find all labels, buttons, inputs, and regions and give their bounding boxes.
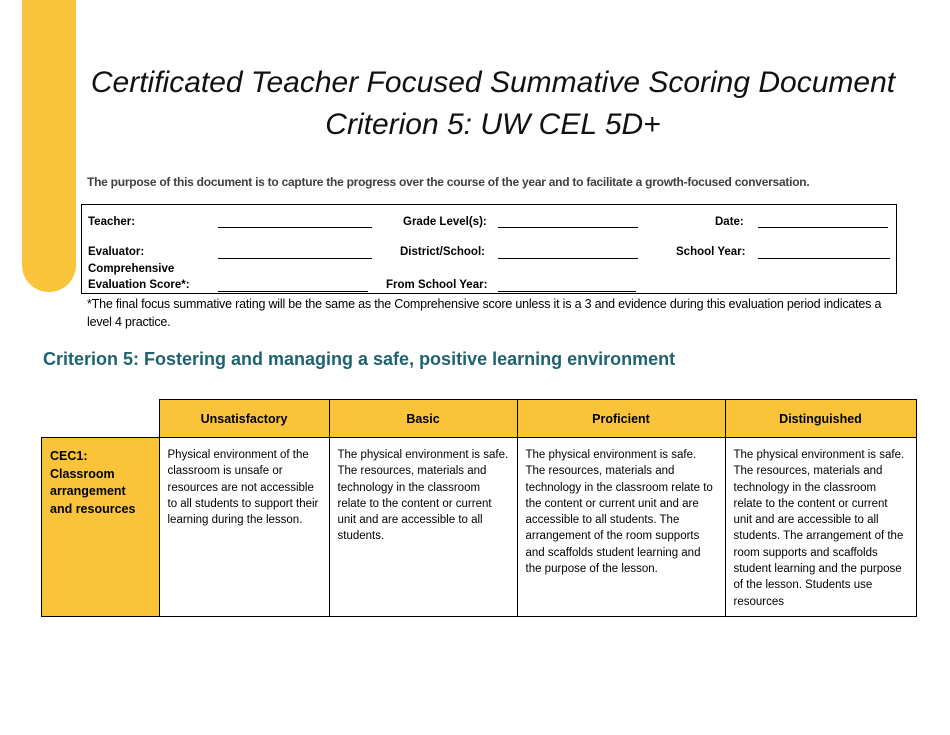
- table-row: [42, 438, 917, 617]
- cell-unsatisfactory: Physical environment of the classroom is unsafe or resources are not accessible to all students to support their learning during the lesson.: [159, 438, 329, 617]
- evaluator-label: Evaluator:: [88, 246, 145, 258]
- document-title: Certificated Teacher Focused Summative Scoring Document: [90, 66, 896, 99]
- evaluation-score-field[interactable]: [218, 291, 368, 292]
- header-basic: Basic: [329, 400, 517, 438]
- grade-label: Grade Level(s):: [403, 216, 487, 228]
- evaluation-score-label: Evaluation Score*:: [88, 279, 190, 291]
- document-subtitle: Criterion 5: UW CEL 5D+: [325, 108, 661, 141]
- criterion-heading: Criterion 5: Fostering and managing a safe, positive learning environment: [43, 349, 676, 369]
- comprehensive-label: Comprehensive: [88, 263, 175, 275]
- header-distinguished: Distinguished: [725, 400, 916, 438]
- empty-header: [42, 400, 160, 438]
- teacher-field[interactable]: [218, 227, 372, 228]
- decorative-yellow-bar: [22, 0, 76, 292]
- cell-basic: The physical environment is safe. The resources, materials and technology in the classroom relate to the content or current unit and are accessible to all students.: [329, 438, 517, 617]
- purpose-statement: The purpose of this document is to capture the progress over the course of the year and to facilitate a growth-focused conversation.: [87, 175, 810, 189]
- header-unsatisfactory: Unsatisfactory: [159, 400, 329, 438]
- district-field[interactable]: [498, 258, 638, 259]
- date-label: Date:: [715, 216, 744, 228]
- grade-field[interactable]: [498, 227, 638, 228]
- rubric-table: [41, 399, 917, 617]
- row-label: CEC1: Classroom arrangement and resources: [42, 438, 160, 617]
- evaluator-field[interactable]: [218, 258, 372, 259]
- teacher-label: Teacher:: [88, 216, 136, 228]
- from-school-year-field[interactable]: [498, 291, 636, 292]
- school-year-field[interactable]: [758, 258, 890, 259]
- cell-proficient: The physical environment is safe. The resources, materials and technology in the classroom relate to the content or current unit and are accessible to all students. The arrangement of the room supports and scaffolds student learning and the purpose of the lesson.: [517, 438, 725, 617]
- info-form: [81, 204, 897, 294]
- footnote: *The final focus summative rating will be the same as the Comprehensive score unless it is a 3 and evidence during this evaluation period indicates a level 4 practice.: [87, 297, 882, 329]
- school-year-label: School Year:: [676, 246, 746, 258]
- district-label: District/School:: [400, 246, 485, 258]
- cell-distinguished: The physical environment is safe. The resources, materials and technology in the classroom relate to the content or current unit and are accessible to all students. The arrangement of the room supports and scaffolds student learning and the purpose of the lesson. Students use resources: [725, 438, 916, 617]
- from-school-year-label: From School Year:: [386, 279, 488, 291]
- header-proficient: Proficient: [517, 400, 725, 438]
- date-field[interactable]: [758, 227, 888, 228]
